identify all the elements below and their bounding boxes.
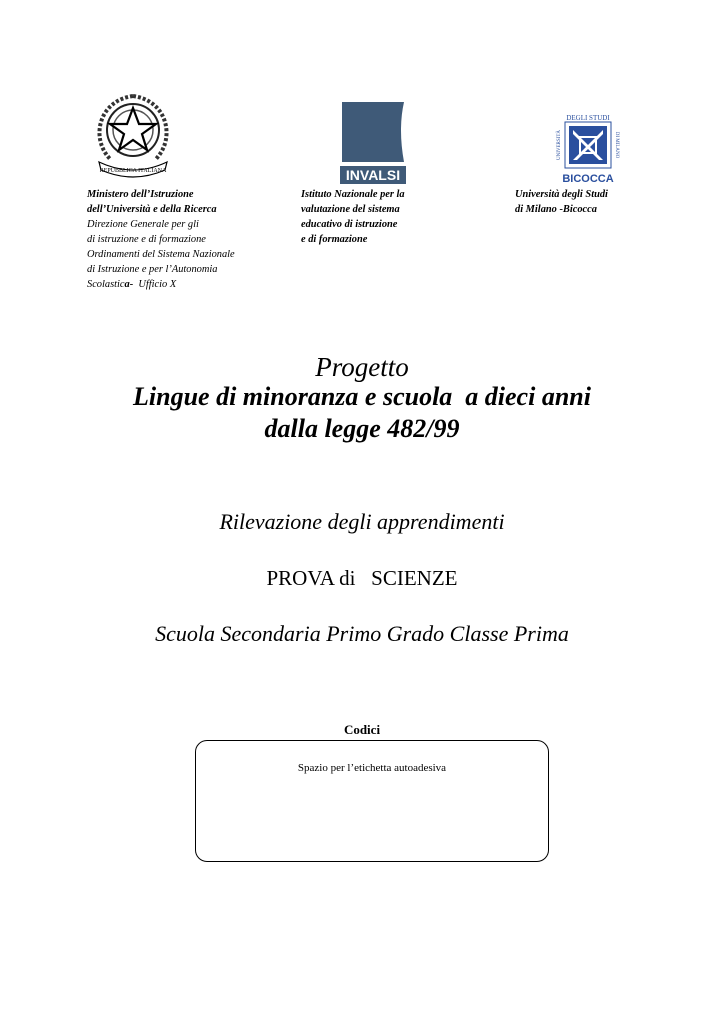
project-title-line-2: dalla legge 482/99 bbox=[264, 414, 460, 443]
bicocca-ring-right: DI MILANO bbox=[614, 131, 619, 159]
invalsi-logo-text: INVALSI bbox=[345, 167, 401, 183]
ministry-line-7b: a- bbox=[124, 279, 134, 290]
ministry-line-7c: Ufficio X bbox=[133, 279, 177, 290]
school-level: Scuola Secondaria Primo Grado Classe Prima bbox=[155, 621, 569, 646]
bicocca-line-1: Università degli Studi bbox=[515, 189, 608, 200]
invalsi-line-2: valutazione del sistema bbox=[301, 204, 400, 215]
ministry-line-6: di Istruzione e per l’Autonomia bbox=[87, 264, 218, 275]
ministry-line-2: dell’Università e della Ricerca bbox=[87, 204, 217, 215]
sticker-label-box bbox=[195, 740, 549, 862]
ministry-line-4: di istruzione e di formazione bbox=[87, 234, 206, 245]
ministry-line-7a: Scolastic bbox=[87, 279, 125, 290]
subtitle: Rilevazione degli apprendimenti bbox=[219, 509, 505, 534]
invalsi-logo bbox=[338, 100, 408, 186]
emblem-motto: REPUBBLICA ITALIANA bbox=[99, 168, 167, 174]
sticker-label-text: Spazio per l’etichetta autoadesiva bbox=[297, 762, 447, 774]
project-title-line-1: Lingue di minoranza e scuola a dieci anni bbox=[133, 382, 591, 411]
project-label: Progetto bbox=[315, 352, 409, 382]
bicocca-ring-top: DEGLI STUDI bbox=[566, 114, 610, 122]
bicocca-line-2: di Milano -Bicocca bbox=[515, 204, 597, 215]
ministry-line-5: Ordinamenti del Sistema Nazionale bbox=[87, 249, 235, 260]
codes-heading: Codici bbox=[343, 722, 381, 737]
bicocca-ring-left: UNIVERSITÀ bbox=[557, 130, 562, 160]
invalsi-line-4: e di formazione bbox=[301, 234, 368, 245]
italian-republic-emblem bbox=[87, 88, 179, 180]
bicocca-logo-text: BICOCCA bbox=[562, 173, 614, 185]
test-name: PROVA di SCIENZE bbox=[266, 566, 458, 590]
invalsi-line-3: educativo di istruzione bbox=[301, 219, 398, 230]
invalsi-caption bbox=[301, 187, 405, 247]
ministry-caption bbox=[87, 187, 235, 292]
ministry-line-3: Direzione Generale per gli bbox=[87, 219, 199, 230]
ministry-line-1: Ministero dell’Istruzione bbox=[87, 189, 194, 200]
ministry-line-7 bbox=[87, 277, 235, 292]
bicocca-caption bbox=[515, 187, 608, 217]
invalsi-line-1: Istituto Nazionale per la bbox=[301, 189, 405, 200]
bicocca-logo bbox=[553, 112, 623, 186]
